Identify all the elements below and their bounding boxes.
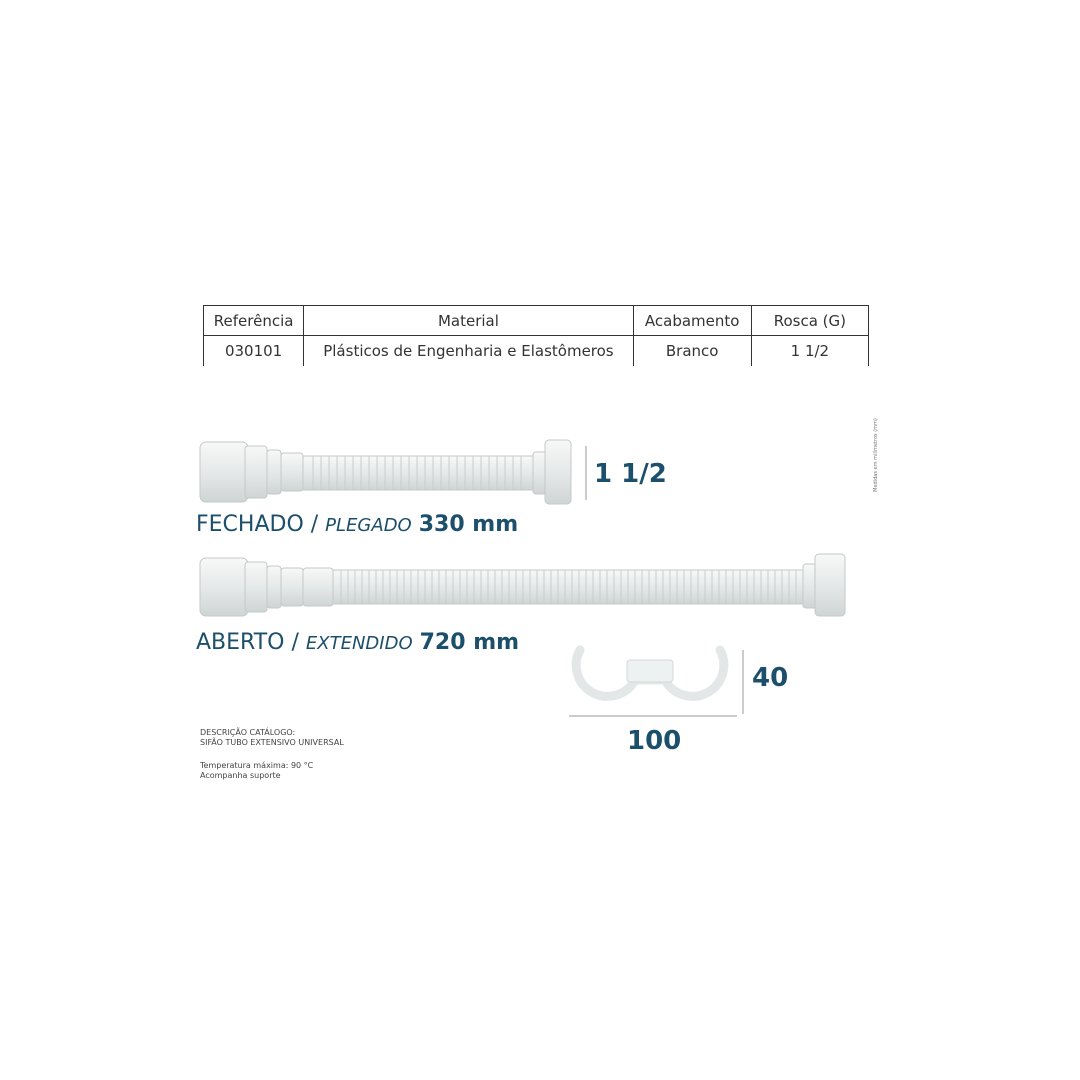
cell-material: Plásticos de Engenharia e Elastômeros xyxy=(304,336,633,366)
thread-size-dimension: 1 1/2 xyxy=(594,459,667,489)
bracket-height-dimension: 40 xyxy=(752,663,789,693)
cell-acabamento: Branco xyxy=(633,336,751,366)
catalog-description-value: SIFÃO TUBO EXTENSIVO UNIVERSAL xyxy=(200,738,344,747)
spec-table-header-row xyxy=(204,306,869,336)
catalog-description-title: DESCRIÇÃO CATÁLOGO: xyxy=(200,728,296,737)
header-material: Material xyxy=(304,306,633,336)
header-acabamento: Acabamento xyxy=(633,306,751,336)
open-length-label xyxy=(196,630,519,655)
units-note: Medidas em milímetros (mm) xyxy=(873,418,879,492)
cell-rosca: 1 1/2 xyxy=(751,336,868,366)
cell-referencia: 030101 xyxy=(204,336,304,366)
closed-label-value: 330 mm xyxy=(418,512,519,537)
max-temperature-note: Temperatura máxima: 90 °C xyxy=(200,761,314,770)
accessory-note: Acompanha suporte xyxy=(200,771,281,780)
spec-table xyxy=(203,305,869,366)
open-hose-illustration xyxy=(195,550,860,625)
open-label-main: ABERTO / xyxy=(196,630,299,655)
bracket-width-dimension: 100 xyxy=(627,726,682,756)
closed-label-main: FECHADO / xyxy=(196,512,319,537)
closed-label-italic: PLEGADO xyxy=(325,515,412,536)
header-referencia: Referência xyxy=(204,306,304,336)
support-bracket-illustration xyxy=(565,640,755,720)
closed-length-label xyxy=(196,512,518,537)
open-label-value: 720 mm xyxy=(419,630,520,655)
header-rosca: Rosca (G) xyxy=(751,306,868,336)
table-row xyxy=(204,336,869,366)
open-label-italic: EXTENDIDO xyxy=(305,633,413,654)
